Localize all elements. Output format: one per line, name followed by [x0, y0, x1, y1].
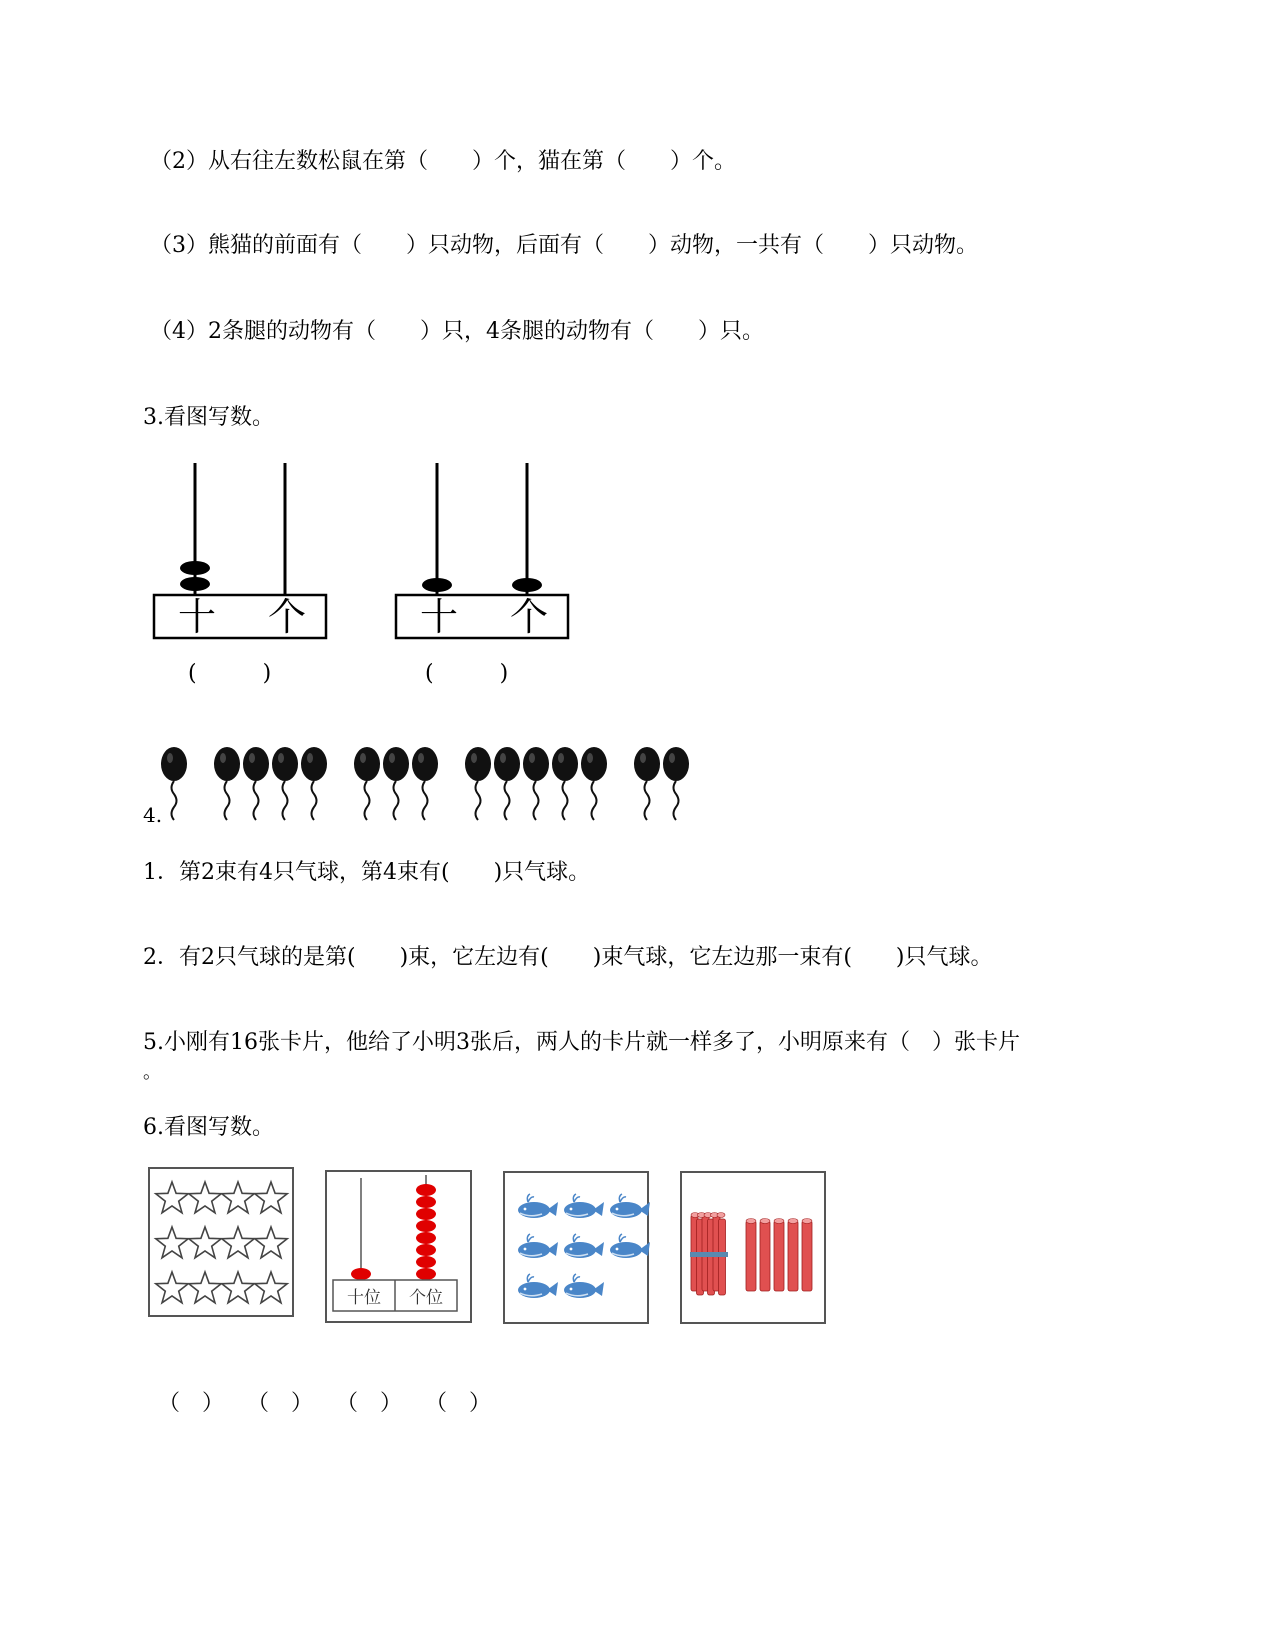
question-2-3: （3）熊猫的前面有（ ）只动物，后面有（ ）动物，一共有（ ）只动物。	[150, 233, 978, 258]
abacus-figure-1	[150, 458, 335, 644]
balloon-icon	[214, 747, 240, 820]
abacus-bead	[422, 578, 452, 592]
stick-bundle-icon	[690, 1213, 728, 1296]
balloon-bunch	[465, 747, 607, 820]
abacus-tens-label: 十	[419, 595, 459, 639]
question-2-2: （2）从右往左数松鼠在第（ ）个，猫在第（ ）个。	[150, 149, 736, 174]
balloon-icon	[354, 747, 380, 820]
balloon-bunch	[161, 747, 187, 820]
abacus-ones-label: 个	[509, 595, 549, 639]
balloon-bunch	[214, 747, 327, 820]
balloon-icon	[663, 747, 689, 820]
abacus-bead	[180, 577, 210, 591]
abacus-bead	[416, 1196, 436, 1208]
balloon-icon	[272, 747, 298, 820]
place-value-abacus-figure	[325, 1170, 473, 1325]
stick-icon	[774, 1219, 784, 1292]
balloon-icon	[552, 747, 578, 820]
tens-place-label: 十位	[347, 1288, 381, 1308]
balloon-bunches	[150, 742, 720, 822]
question-4-1: 1．第2束有4只气球，第4束有( )只气球。	[143, 860, 591, 885]
stars-figure	[148, 1167, 296, 1319]
ones-place-label: 个位	[409, 1288, 443, 1308]
balloon-icon	[161, 747, 187, 820]
question-5: 5.小刚有16张卡片，他给了小明3张后，两人的卡片就一样多了，小明原来有（ ）张卡片	[143, 1030, 1020, 1055]
abacus-ones-label: 个	[267, 595, 307, 639]
question-4-2: 2．有2只气球的是第( )束，它左边有( )束气球，它左边那一束有( )只气球。	[143, 945, 993, 970]
balloon-bunch	[354, 747, 438, 820]
abacus-2-answer: ( )	[425, 661, 509, 686]
q6-answer-1: （ ）	[158, 1391, 225, 1416]
stick-icon	[760, 1219, 770, 1292]
abacus-bead	[416, 1256, 436, 1268]
abacus-bead	[416, 1184, 436, 1196]
sticks-figure	[680, 1171, 828, 1326]
abacus-bead	[416, 1244, 436, 1256]
stick-icon	[746, 1219, 756, 1292]
balloon-icon	[494, 747, 520, 820]
question-5-period: 。	[143, 1062, 161, 1083]
abacus-bead	[512, 578, 542, 592]
balloon-icon	[523, 747, 549, 820]
balloon-bunch	[634, 747, 689, 820]
question-6-title: 6.看图写数。	[143, 1115, 274, 1140]
question-3-title: 3.看图写数。	[143, 405, 274, 430]
q6-answer-3: （ ）	[336, 1391, 403, 1416]
abacus-bead	[416, 1208, 436, 1220]
question-2-4: （4）2条腿的动物有（ ）只，4条腿的动物有（ ）只。	[150, 319, 764, 344]
abacus-1-answer: ( )	[188, 661, 272, 686]
question-4-label: 4.	[143, 803, 163, 827]
balloon-icon	[465, 747, 491, 820]
balloon-icon	[581, 747, 607, 820]
q6-answer-2: （ ）	[247, 1391, 314, 1416]
abacus-bead	[180, 561, 210, 575]
whales-figure	[503, 1171, 651, 1326]
stick-icon	[788, 1219, 798, 1292]
abacus-bead	[416, 1232, 436, 1244]
balloon-icon	[412, 747, 438, 820]
stick-icon	[802, 1219, 812, 1292]
balloon-icon	[301, 747, 327, 820]
balloon-icon	[243, 747, 269, 820]
abacus-bead	[416, 1268, 436, 1280]
q6-answer-4: （ ）	[425, 1391, 492, 1416]
abacus-tens-label: 十	[177, 595, 217, 639]
abacus-bead	[351, 1268, 371, 1280]
balloon-icon	[383, 747, 409, 820]
abacus-bead	[416, 1220, 436, 1232]
balloon-icon	[634, 747, 660, 820]
abacus-figure-2	[392, 458, 577, 644]
